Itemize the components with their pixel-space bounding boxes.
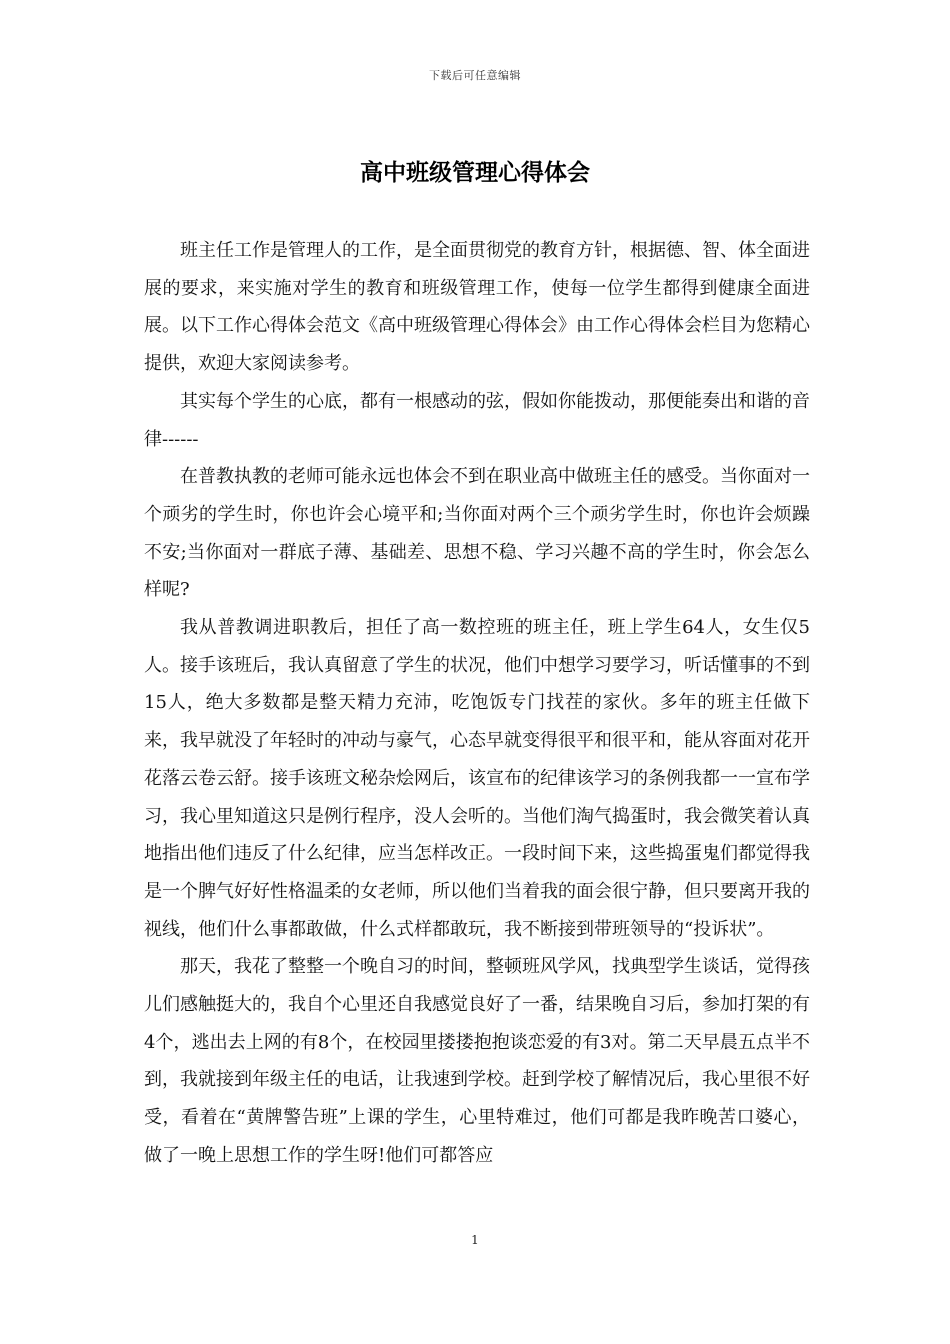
paragraph-class-situation: 我从普教调进职教后，担任了高一数控班的班主任，班上学生64人，女生仅5人。接手该班后，我认真留意了学生的状况，他们中想学习要学习，听话懂事的不到15人，绝大多数都是整天精力充沛，吃饱饭专门找茬的家伙。多年的班主任做下来，我早就没了年轻时的冲动与豪气，心态早就变得很平和很平和，能从容面对花开花落云卷云舒。接手该班文秘杂烩网后，该宣布的纪律该学习的条例我都一一宣布学习，我心里知道这只是例行程序，没人会听的。当他们淘气捣蛋时，我会微笑着认真地指出他们违反了什么纪律，应当怎样改正。一段时间下来，这些捣蛋鬼们都觉得我是一个脾气好好性格温柔的女老师，所以他们当着我的面会很宁静，但只要离开我的视线，他们什么事都敢做，什么式样都敢玩，我不断接到带班领导的“投诉状”。: [144, 617, 810, 940]
header-note: 下载后可任意编辑: [429, 69, 521, 82]
paragraph-vocational: 在普教执教的老师可能永远也体会不到在职业高中做班主任的感受。当你面对一个顽劣的学生时，你也许会心境平和;当你面对两个三个顽劣学生时，你也许会烦躁不安;当你面对一群底子薄、基础差、思想不稳、学习兴趣不高的学生时，你会怎么样呢?: [144, 466, 810, 601]
document-title: 高中班级管理心得体会: [360, 159, 590, 186]
page-number: 1: [471, 1233, 479, 1247]
paragraph-heartstring: 其实每个学生的心底，都有一根感动的弦，假如你能拨动，那便能奏出和谐的音律------: [144, 390, 810, 450]
paragraph-evening-study: 那天，我花了整整一个晚自习的时间，整顿班风学风，找典型学生谈话，觉得孩儿们感触挺大的，我自个心里还自我感觉良好了一番，结果晚自习后，参加打架的有4个，逃出去上网的有8个，在校园里搂搂抱抱谈恋爱的有3对。第二天早晨五点半不到，我就接到年级主任的电话，让我速到学校。赶到学校了解情况后，我心里很不好受，看着在“黄牌警告班”上课的学生，心里特难过，他们可都是我昨晚苦口婆心，做了一晚上思想工作的学生呀!他们可都答应: [144, 956, 810, 1166]
paragraph-intro: 班主任工作是管理人的工作，是全面贯彻党的教育方针，根据德、智、体全面进展的要求，来实施对学生的教育和班级管理工作，使每一位学生都得到健康全面进展。以下工作心得体会范文《高中班级管理心得体会》由工作心得体会栏目为您精心提供，欢迎大家阅读参考。: [144, 240, 810, 375]
document-body: [144, 232, 810, 1175]
